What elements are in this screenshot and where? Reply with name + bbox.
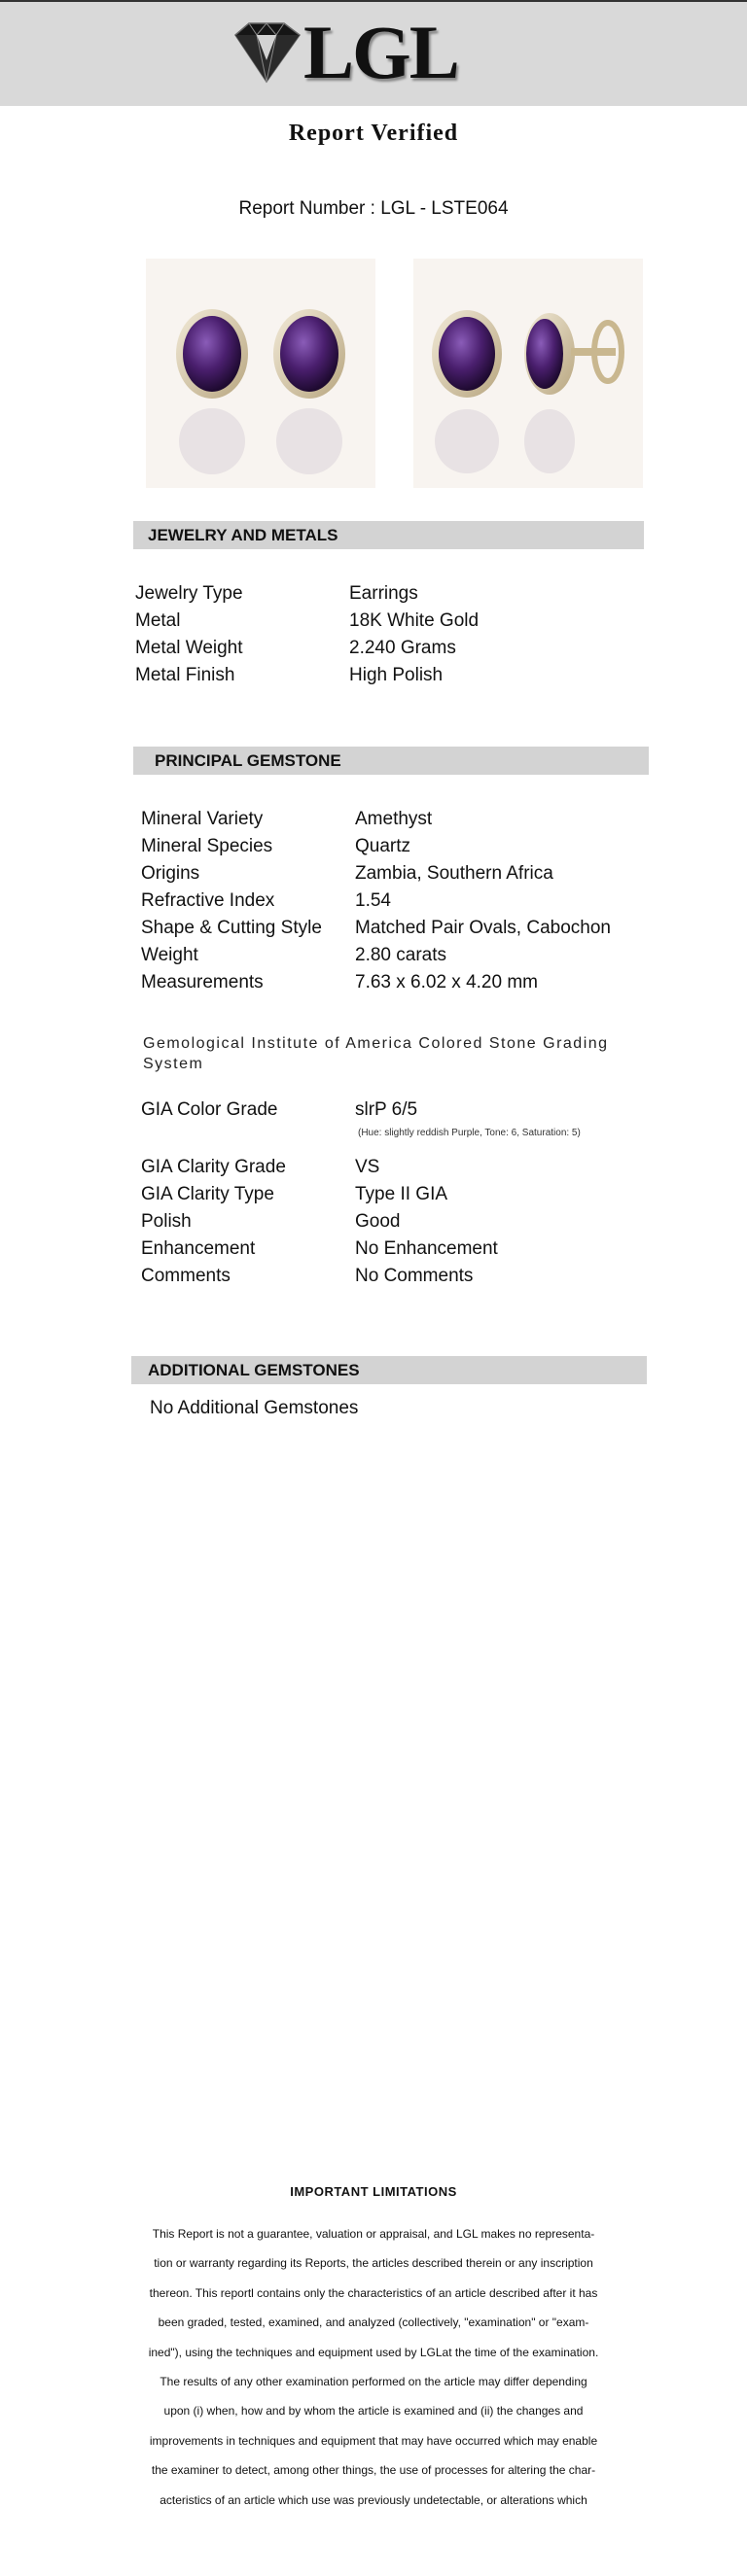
report-number: Report Number : LGL - LSTE064 [238, 198, 509, 219]
table-row [141, 833, 611, 860]
field-value: 7.63 x 6.02 x 4.20 mm [355, 972, 538, 992]
field-label: Enhancement [141, 1238, 256, 1259]
limitations-line: upon (i) when, how and by whom the article is examined and (ii) the changes and [163, 2404, 584, 2419]
page-title: Report Verified [288, 121, 459, 146]
principal-gemstone-heading: PRINCIPAL GEMSTONE [133, 747, 649, 775]
field-value: High Polish [349, 665, 444, 685]
field-label: Shape & Cutting Style [141, 918, 322, 938]
table-row [135, 580, 479, 608]
limitations-line: acteristics of an article which use was previously undetectable, or alterations which [160, 2492, 587, 2507]
field-value: No Comments [355, 1266, 474, 1286]
field-label: GIA Clarity Type [141, 1184, 274, 1204]
limitations-text [101, 2219, 646, 2515]
field-value: Earrings [349, 583, 418, 604]
field-label: Comments [141, 1266, 231, 1286]
field-label: GIA Clarity Grade [141, 1157, 286, 1177]
field-label: GIA Color Grade [141, 1099, 278, 1120]
limitations-line: tion or warranty regarding its Reports, the articles described therein or any inscription [154, 2256, 593, 2271]
field-label: Metal [135, 610, 181, 631]
field-label: Mineral Variety [141, 809, 264, 829]
gia-grading-table [141, 1154, 498, 1290]
field-label: Origins [141, 863, 200, 884]
gia-color-grade-row [141, 1099, 417, 1121]
field-value: 2.240 Grams [349, 638, 456, 658]
color-grade-note: (Hue: slightly reddish Purple, Tone: 6, Saturation: 5) [358, 1128, 581, 1138]
field-value: 2.80 carats [355, 945, 446, 965]
limitations-line: ined"), using the techniques and equipment used by LGLat the time of the examination. [148, 2345, 599, 2359]
table-row [141, 806, 611, 833]
limitations-heading: IMPORTANT LIMITATIONS [290, 2184, 457, 2199]
field-value: No Enhancement [355, 1238, 498, 1259]
field-label: Jewelry Type [135, 583, 243, 604]
field-value: 1.54 [355, 890, 391, 911]
limitations-line: the examiner to detect, among other things, the use of processes for altering the char- [151, 2463, 596, 2478]
table-row [141, 1263, 498, 1290]
header-banner [0, 0, 747, 106]
additional-gemstones-text: No Additional Gemstones [150, 1398, 359, 1418]
jewelry-and-metals-heading: JEWELRY AND METALS [133, 521, 644, 549]
gia-grading-system-title: Gemological Institute of America Colored Stone Grading System [143, 1035, 609, 1072]
limitations-line: improvements in techniques and equipment that may have occurred which may enable [149, 2433, 598, 2448]
field-value: Type II GIA [355, 1184, 448, 1204]
field-value: 18K White Gold [349, 610, 480, 631]
field-label: Metal Finish [135, 665, 235, 685]
table-row [141, 942, 611, 969]
field-value: Zambia, Southern Africa [355, 863, 553, 884]
field-label: Measurements [141, 972, 264, 992]
diamond-icon [228, 21, 303, 86]
table-row [135, 608, 479, 635]
jewelry-and-metals-table [135, 580, 479, 689]
field-value: Good [355, 1211, 401, 1232]
table-row [141, 1208, 498, 1236]
table-row [141, 888, 611, 915]
limitations-line: been graded, tested, examined, and analyzed (collectively, "examination" or "exam- [158, 2315, 589, 2330]
table-row [135, 662, 479, 689]
additional-gemstones-heading: ADDITIONAL GEMSTONES [131, 1356, 647, 1384]
table-row [141, 969, 611, 996]
lgl-logo [226, 10, 479, 94]
field-label: Metal Weight [135, 638, 243, 658]
table-row [141, 860, 611, 888]
field-value: slrP 6/5 [355, 1099, 418, 1120]
logo-text: LGL [303, 10, 458, 94]
limitations-line: thereon. This reportl contains only the characteristics of an article described after it has [149, 2285, 598, 2300]
table-row [135, 635, 479, 662]
field-label: Weight [141, 945, 198, 965]
limitations-line: The results of any other examination performed on the article may differ depending [160, 2375, 587, 2389]
field-label: Refractive Index [141, 890, 275, 911]
field-value: Quartz [355, 836, 411, 856]
table-row [141, 915, 611, 942]
table-row [141, 1181, 498, 1208]
field-label: Mineral Species [141, 836, 273, 856]
earrings-side-photo [413, 259, 643, 488]
principal-gemstone-table [141, 806, 611, 996]
table-row [141, 1236, 498, 1263]
limitations-line: This Report is not a guarantee, valuation or appraisal, and LGL makes no representa- [152, 2227, 595, 2241]
field-value: VS [355, 1157, 380, 1177]
field-value: Matched Pair Ovals, Cabochon [355, 918, 611, 938]
earrings-front-photo [146, 259, 375, 488]
field-value: Amethyst [355, 809, 433, 829]
field-label: Polish [141, 1211, 192, 1232]
table-row [141, 1154, 498, 1181]
